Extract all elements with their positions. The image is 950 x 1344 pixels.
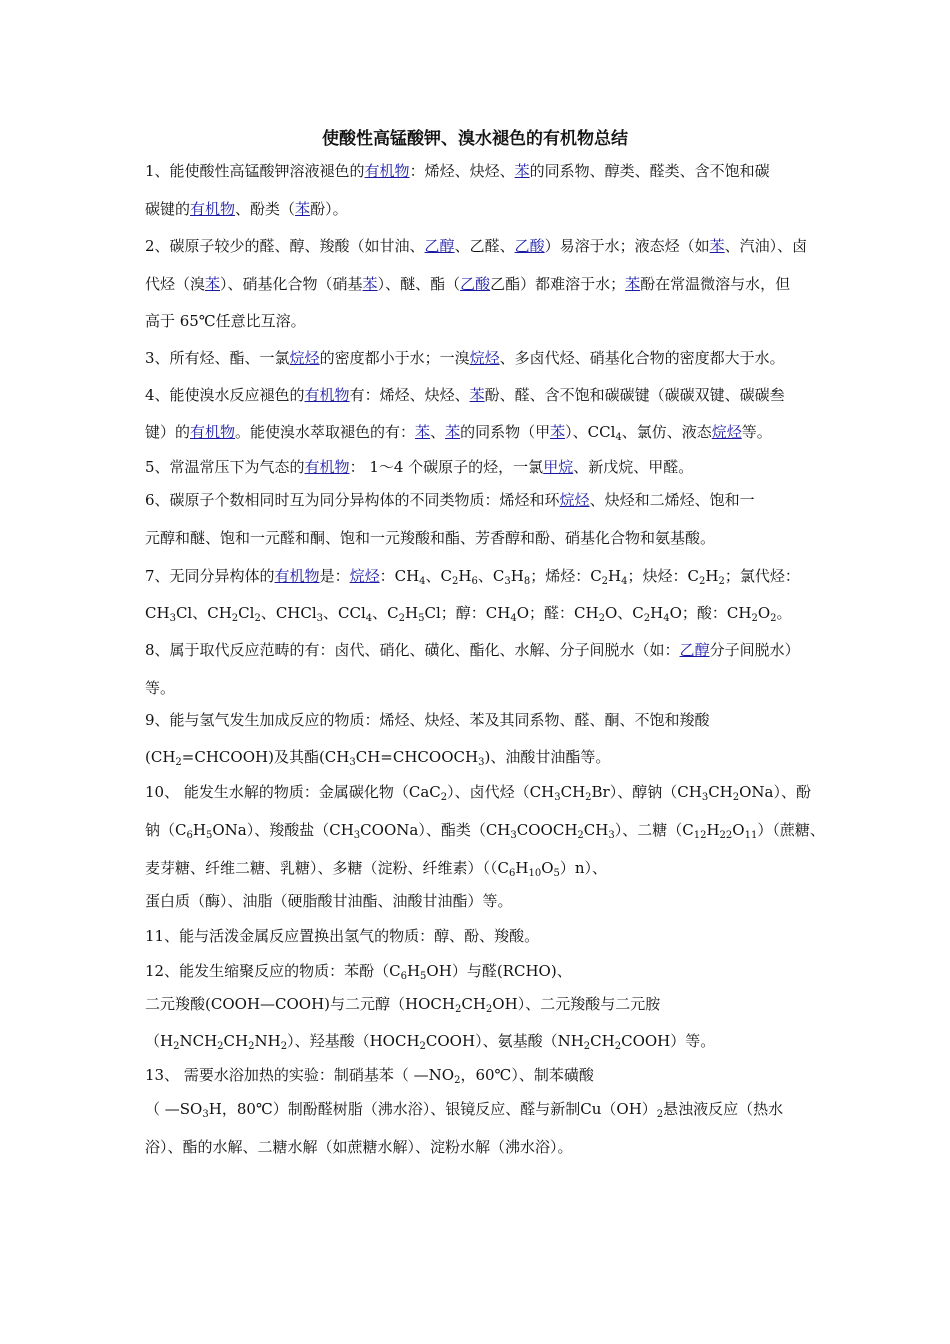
subscript: 2	[577, 830, 584, 841]
subscript: 2	[248, 1041, 255, 1052]
text-run: CaC	[408, 783, 441, 801]
text-run: 麦芽糖、纤维二糖、乳糖）、多糖（淀粉、纤维素）（（	[145, 859, 498, 877]
text-run: O；醛：CH	[516, 604, 599, 622]
text-line	[145, 421, 825, 443]
text-run: 是：	[319, 567, 350, 585]
subscript: 5	[418, 613, 425, 624]
text-run: O	[732, 821, 745, 839]
text-run: 、多卤代烃、硝基化合物的密度都大于水。	[499, 349, 785, 367]
subscript: 6	[400, 971, 407, 982]
text-run: ）（蔗糖、	[757, 821, 825, 839]
subscript: 3	[554, 792, 561, 803]
text-run: O	[541, 859, 554, 877]
term-link[interactable]: 有机物	[304, 386, 350, 404]
text-run: ；烯烃：C	[530, 567, 602, 585]
text-line	[145, 384, 825, 406]
term-link[interactable]: 烷烃	[559, 491, 590, 509]
subscript: 2	[485, 1004, 493, 1015]
text-run: 。	[776, 604, 792, 622]
term-link[interactable]: 苯	[445, 423, 461, 441]
text-run: SO	[179, 1100, 203, 1118]
page-title: 使酸性高锰酸钾、溴水褪色的有机物总结	[322, 129, 628, 149]
text-run: 酚、醛、含不饱和碳碳键（碳碳双键、碳碳叁	[484, 386, 785, 404]
text-line	[145, 198, 825, 220]
subscript: 3	[478, 757, 485, 768]
text-run: OH	[616, 1100, 642, 1118]
subscript: 4	[510, 613, 517, 624]
text-run: ）、二元羧酸与二元胺	[517, 995, 661, 1013]
term-link[interactable]: 苯	[362, 275, 378, 293]
text-run: NO	[428, 1066, 455, 1084]
subscript: 3	[504, 576, 511, 587]
text-run: C	[389, 962, 401, 980]
text-run: ）、酯类（	[418, 821, 486, 839]
text-run: 的同系物、醇类、醛类、含不饱和碳	[529, 162, 770, 180]
term-link[interactable]: 甲烷	[543, 458, 574, 476]
subscript: 3	[701, 792, 709, 803]
text-run: H	[515, 859, 529, 877]
text-run: ，	[460, 1066, 476, 1084]
subscript: 2	[751, 613, 758, 624]
text-run: 13、 需要水浴加热的实验：制硝基苯（ —	[145, 1066, 429, 1084]
text-run: ： 1～4 个碳原子的烃，一氯	[349, 458, 544, 476]
text-run: ONa	[212, 821, 247, 839]
text-run: 2、碳原子较少的醛、醇、羧酸（如甘油、	[145, 237, 425, 255]
text-line	[145, 709, 825, 731]
text-run: H	[705, 567, 719, 585]
subscript: 12	[693, 830, 707, 841]
term-link[interactable]: 烷烃	[711, 423, 742, 441]
term-link[interactable]: 乙酸	[460, 275, 491, 293]
term-link[interactable]: 乙醇	[424, 237, 455, 255]
subscript: 4	[419, 576, 426, 587]
text-run: ）、二糖（	[614, 821, 683, 839]
subscript: 6	[186, 830, 193, 841]
text-run: H	[160, 1032, 174, 1050]
subscript: 5	[205, 830, 213, 841]
text-run: )	[484, 748, 491, 766]
subscript: 2	[583, 1041, 591, 1052]
text-run: COOCH	[516, 821, 578, 839]
text-run: 的密度都小于水；一溴	[319, 349, 470, 367]
text-run: OH	[492, 995, 518, 1013]
text-run: ）、羟基酸（	[287, 1032, 370, 1050]
text-run: 8、属于取代反应范畴的有：卤代、硝化、磺化、酯化、水解、分子间脱水（如：	[145, 641, 680, 659]
text-run: CH	[583, 821, 609, 839]
subscript: 2	[643, 613, 651, 624]
text-run: O	[757, 604, 771, 622]
subscript: 5	[553, 868, 560, 879]
text-run: H	[706, 821, 720, 839]
text-run: COOH	[621, 1032, 671, 1050]
subscript: 2	[598, 613, 605, 624]
text-run: ）、醚、酯（	[377, 275, 461, 293]
text-run: 4、能使溴水反应褪色的	[145, 386, 305, 404]
text-run: 与二元醇（	[330, 995, 406, 1013]
text-run: 高于 65℃任意比互溶。	[145, 312, 306, 330]
term-link[interactable]: 有机物	[190, 200, 236, 218]
text-run: 、酚类（	[235, 200, 296, 218]
subscript: 11	[744, 830, 758, 841]
text-run: （	[601, 1100, 617, 1118]
subscript: 2	[231, 613, 239, 624]
subscript: 6	[509, 868, 516, 879]
text-line	[145, 746, 825, 768]
text-line	[145, 781, 825, 803]
subscript: 2	[398, 613, 406, 624]
term-link[interactable]: 乙酸	[514, 237, 545, 255]
text-run: 、CCl	[323, 604, 366, 622]
text-run: (COOH—COOH)	[205, 995, 331, 1013]
subscript: 10	[528, 868, 542, 879]
text-run: H	[192, 821, 206, 839]
text-run: 、	[556, 962, 572, 980]
text-run: 碳键的	[145, 200, 191, 218]
text-line	[145, 960, 825, 982]
subscript: 2	[614, 1041, 622, 1052]
text-run: Br	[591, 783, 610, 801]
term-link[interactable]: 乙醇	[679, 641, 710, 659]
text-run: ）与醛	[451, 962, 497, 980]
term-link[interactable]: 有机物	[304, 458, 350, 476]
text-run: NH	[254, 1032, 281, 1050]
subscript: 2	[770, 613, 777, 624]
text-run: (RCHO)	[496, 962, 557, 980]
text-line	[145, 1136, 825, 1158]
text-run: Cl	[238, 604, 255, 622]
text-run: 7、无同分异构体的	[145, 567, 275, 585]
text-run: CH	[590, 1032, 615, 1050]
subscript: 2	[254, 613, 261, 624]
term-link[interactable]: 苯	[415, 423, 431, 441]
text-run: 、汽油）、卤	[724, 237, 808, 255]
text-run: O；酸：CH	[669, 604, 752, 622]
text-line	[145, 347, 825, 369]
subscript: 8	[523, 576, 531, 587]
text-line	[145, 273, 825, 295]
term-link[interactable]: 苯	[514, 162, 530, 180]
text-run: HOCH	[369, 1032, 420, 1050]
subscript: 2	[718, 576, 725, 587]
text-run: 5、常温常压下为气态的	[145, 458, 305, 476]
text-run: 、新戊烷、甲醛。	[573, 458, 694, 476]
text-run: 、	[430, 423, 446, 441]
term-link[interactable]: 苯	[205, 275, 221, 293]
text-run: CH	[223, 1032, 249, 1050]
text-run: =CHCOOH)	[181, 748, 274, 766]
text-run: CH	[461, 995, 486, 1013]
text-run: 代烃（溴	[145, 275, 206, 293]
text-run: ：烯烃、炔烃、	[409, 162, 515, 180]
text-line	[145, 489, 825, 511]
subscript: 3	[349, 757, 356, 768]
subscript: 3	[608, 830, 615, 841]
term-link[interactable]: 苯	[295, 200, 311, 218]
subscript: 2	[440, 792, 448, 803]
text-run: 80	[236, 1100, 256, 1118]
text-run: H	[608, 567, 622, 585]
text-run: ）、CCl	[565, 423, 616, 441]
text-run: 、C	[425, 567, 453, 585]
text-line	[145, 819, 825, 841]
text-run: ONa	[739, 783, 774, 801]
subscript: 3	[316, 613, 324, 624]
text-run: ）、卤代烃（	[447, 783, 530, 801]
subscript: 2	[280, 1041, 288, 1052]
subscript: 2	[419, 1041, 426, 1052]
text-run: ℃）制酚醛树脂（沸水浴）、银镜反应、醛与新制	[255, 1100, 581, 1118]
subscript: 2	[217, 1041, 224, 1052]
text-run: H	[458, 567, 472, 585]
subscript: 2	[452, 576, 459, 587]
text-run: 钠（	[145, 821, 176, 839]
subscript: 2	[699, 576, 706, 587]
text-run: H	[650, 604, 664, 622]
text-run: 的同系物（甲	[460, 423, 551, 441]
term-link[interactable]: 有机物	[364, 162, 410, 180]
text-run: CH	[560, 783, 586, 801]
text-run: (CH	[145, 748, 176, 766]
term-link[interactable]: 烷烃	[469, 349, 500, 367]
text-run: (CH	[318, 748, 350, 766]
text-run: 二元羧酸	[145, 995, 206, 1013]
text-run: ）、硝基化合物（硝基	[220, 275, 363, 293]
subscript: 2	[732, 792, 740, 803]
text-line	[145, 639, 825, 661]
text-run: H	[405, 604, 419, 622]
text-run: ）、醇钠（	[609, 783, 678, 801]
text-run: 酚在常温微溶与水，但	[640, 275, 791, 293]
text-run: （	[145, 1032, 161, 1050]
text-run: CH	[485, 821, 511, 839]
text-run: H	[406, 962, 421, 980]
term-link[interactable]: 烷烃	[349, 567, 380, 585]
term-link[interactable]: 苯	[550, 423, 566, 441]
text-line	[145, 310, 825, 332]
text-line	[145, 993, 825, 1015]
text-run: 11、能与活泼金属反应置换出氢气的物质：醇、酚、羧酸。	[145, 927, 540, 945]
text-line	[145, 456, 825, 478]
subscript: 3	[169, 613, 176, 624]
subscript: 2	[454, 1075, 461, 1086]
text-run: ）	[641, 1100, 657, 1118]
text-run: 、氯仿、液态	[621, 423, 712, 441]
text-run: COOH	[425, 1032, 476, 1050]
text-run: 浴）、酯的水解、二糖水解（如蔗糖水解）、淀粉水解（沸水浴）。	[145, 1138, 573, 1156]
text-run: C	[497, 859, 509, 877]
text-run: 酚）。	[310, 200, 348, 218]
text-line	[145, 857, 825, 879]
text-run: NH	[557, 1032, 584, 1050]
text-run: ）、氨基酸（	[475, 1032, 558, 1050]
text-run: 、炔烃和二烯烃、饱和一	[589, 491, 755, 509]
subscript: 4	[663, 613, 670, 624]
text-run: O、C	[604, 604, 644, 622]
text-run: 蛋白质（酶）、油脂（硬脂酸甘油酯、油酸甘油酯）等。	[145, 892, 513, 910]
text-run: H	[208, 1100, 222, 1118]
subscript: 2	[585, 792, 592, 803]
text-run: 。能使溴水萃取褪色的有：	[235, 423, 416, 441]
term-link[interactable]: 有机物	[274, 567, 320, 585]
subscript: 2	[175, 757, 182, 768]
text-run: NCH	[179, 1032, 218, 1050]
text-run: （ —	[145, 1100, 180, 1118]
text-line	[145, 565, 825, 587]
text-run: 悬浊液反应（热水	[663, 1100, 784, 1118]
text-line	[145, 1030, 825, 1052]
text-run: CH	[677, 783, 702, 801]
text-run: ℃）、制苯磺酸	[494, 1066, 594, 1084]
term-link[interactable]: 苯	[625, 275, 641, 293]
text-line	[145, 160, 825, 182]
text-run: 分子间脱水）	[709, 641, 800, 659]
text-run: COONa	[360, 821, 419, 839]
text-run: 乙酯）都难溶于水；	[490, 275, 626, 293]
text-run: 键）的	[145, 423, 191, 441]
subscript: 3	[353, 830, 361, 841]
text-run: ）、羧酸盐（	[246, 821, 330, 839]
text-run: 9、能与氢气发生加成反应的物质：烯烃、炔烃、苯及其同系物、醛、酮、不饱和羧酸	[145, 711, 710, 729]
text-run: CH	[329, 821, 354, 839]
subscript: 2	[173, 1041, 180, 1052]
text-run: 1、能使酸性高锰酸钾溶液褪色的	[145, 162, 365, 180]
subscript: 4	[621, 576, 628, 587]
text-run: ；炔烃：C	[627, 567, 699, 585]
text-run: Cu	[580, 1100, 602, 1118]
text-run: 及其酯	[273, 748, 319, 766]
subscript: 22	[719, 830, 733, 841]
text-line	[145, 677, 825, 699]
text-run: ）n）、	[559, 859, 608, 877]
term-link[interactable]: 苯	[469, 386, 485, 404]
text-run: ）易溶于水；液态烃（如	[544, 237, 710, 255]
text-line	[145, 890, 825, 912]
text-run: 3、所有烃、酯、一氯	[145, 349, 290, 367]
text-run: CH=CHCOOCH	[355, 748, 479, 766]
text-run: CH	[708, 783, 733, 801]
subscript: 6	[471, 576, 478, 587]
text-run: CH	[145, 604, 170, 622]
text-run: Cl；醇：CH	[424, 604, 511, 622]
text-run: 10、 能发生水解的物质：金属碳化物（	[145, 783, 409, 801]
text-run: Cl、CH	[175, 604, 232, 622]
text-run: ：CH	[379, 567, 420, 585]
text-run: 6、碳原子个数相同时互为同分异构体的不同类物质：烯烃和环	[145, 491, 560, 509]
text-run: H	[510, 567, 524, 585]
text-run: OH	[426, 962, 452, 980]
text-line	[145, 1064, 825, 1086]
text-run: HOCH	[405, 995, 455, 1013]
text-run: 有：烯烃、炔烃、	[349, 386, 470, 404]
text-line	[145, 925, 825, 947]
term-link[interactable]: 有机物	[190, 423, 236, 441]
text-run: ）、酚	[773, 783, 812, 801]
text-run: 、CHCl	[260, 604, 317, 622]
text-run: 、C	[477, 567, 505, 585]
text-run: C	[175, 821, 187, 839]
subscript: 3	[510, 830, 517, 841]
text-run: 元醇和醚、饱和一元醛和酮、饱和一元羧酸和酯、芳香醇和酚、硝基化合物和氨基酸。	[145, 529, 716, 547]
text-run: 、乙醛、	[454, 237, 515, 255]
text-run: 60	[475, 1066, 495, 1084]
text-line	[145, 235, 825, 257]
subscript: 2	[656, 1109, 664, 1120]
text-line	[145, 602, 825, 624]
text-run: ；氯代烃：	[724, 567, 800, 585]
subscript: 4	[365, 613, 373, 624]
text-run: 等。	[145, 679, 176, 697]
text-run: ，	[221, 1100, 237, 1118]
subscript: 5	[420, 971, 427, 982]
subscript: 4	[615, 432, 622, 443]
text-run: C	[682, 821, 694, 839]
text-run: ）等。	[670, 1032, 716, 1050]
term-link[interactable]: 烷烃	[289, 349, 320, 367]
term-link[interactable]: 苯	[709, 237, 725, 255]
text-run: CH	[529, 783, 555, 801]
subscript: 2	[601, 576, 609, 587]
subscript: 3	[202, 1109, 209, 1120]
subscript: 2	[454, 1004, 462, 1015]
text-run: 等。	[741, 423, 772, 441]
text-line	[145, 1098, 825, 1120]
text-run: 、油酸甘油酯等。	[490, 748, 611, 766]
text-run: 12、能发生缩聚反应的物质：苯酚（	[145, 962, 390, 980]
text-run: 、C	[372, 604, 399, 622]
text-line	[145, 527, 825, 549]
